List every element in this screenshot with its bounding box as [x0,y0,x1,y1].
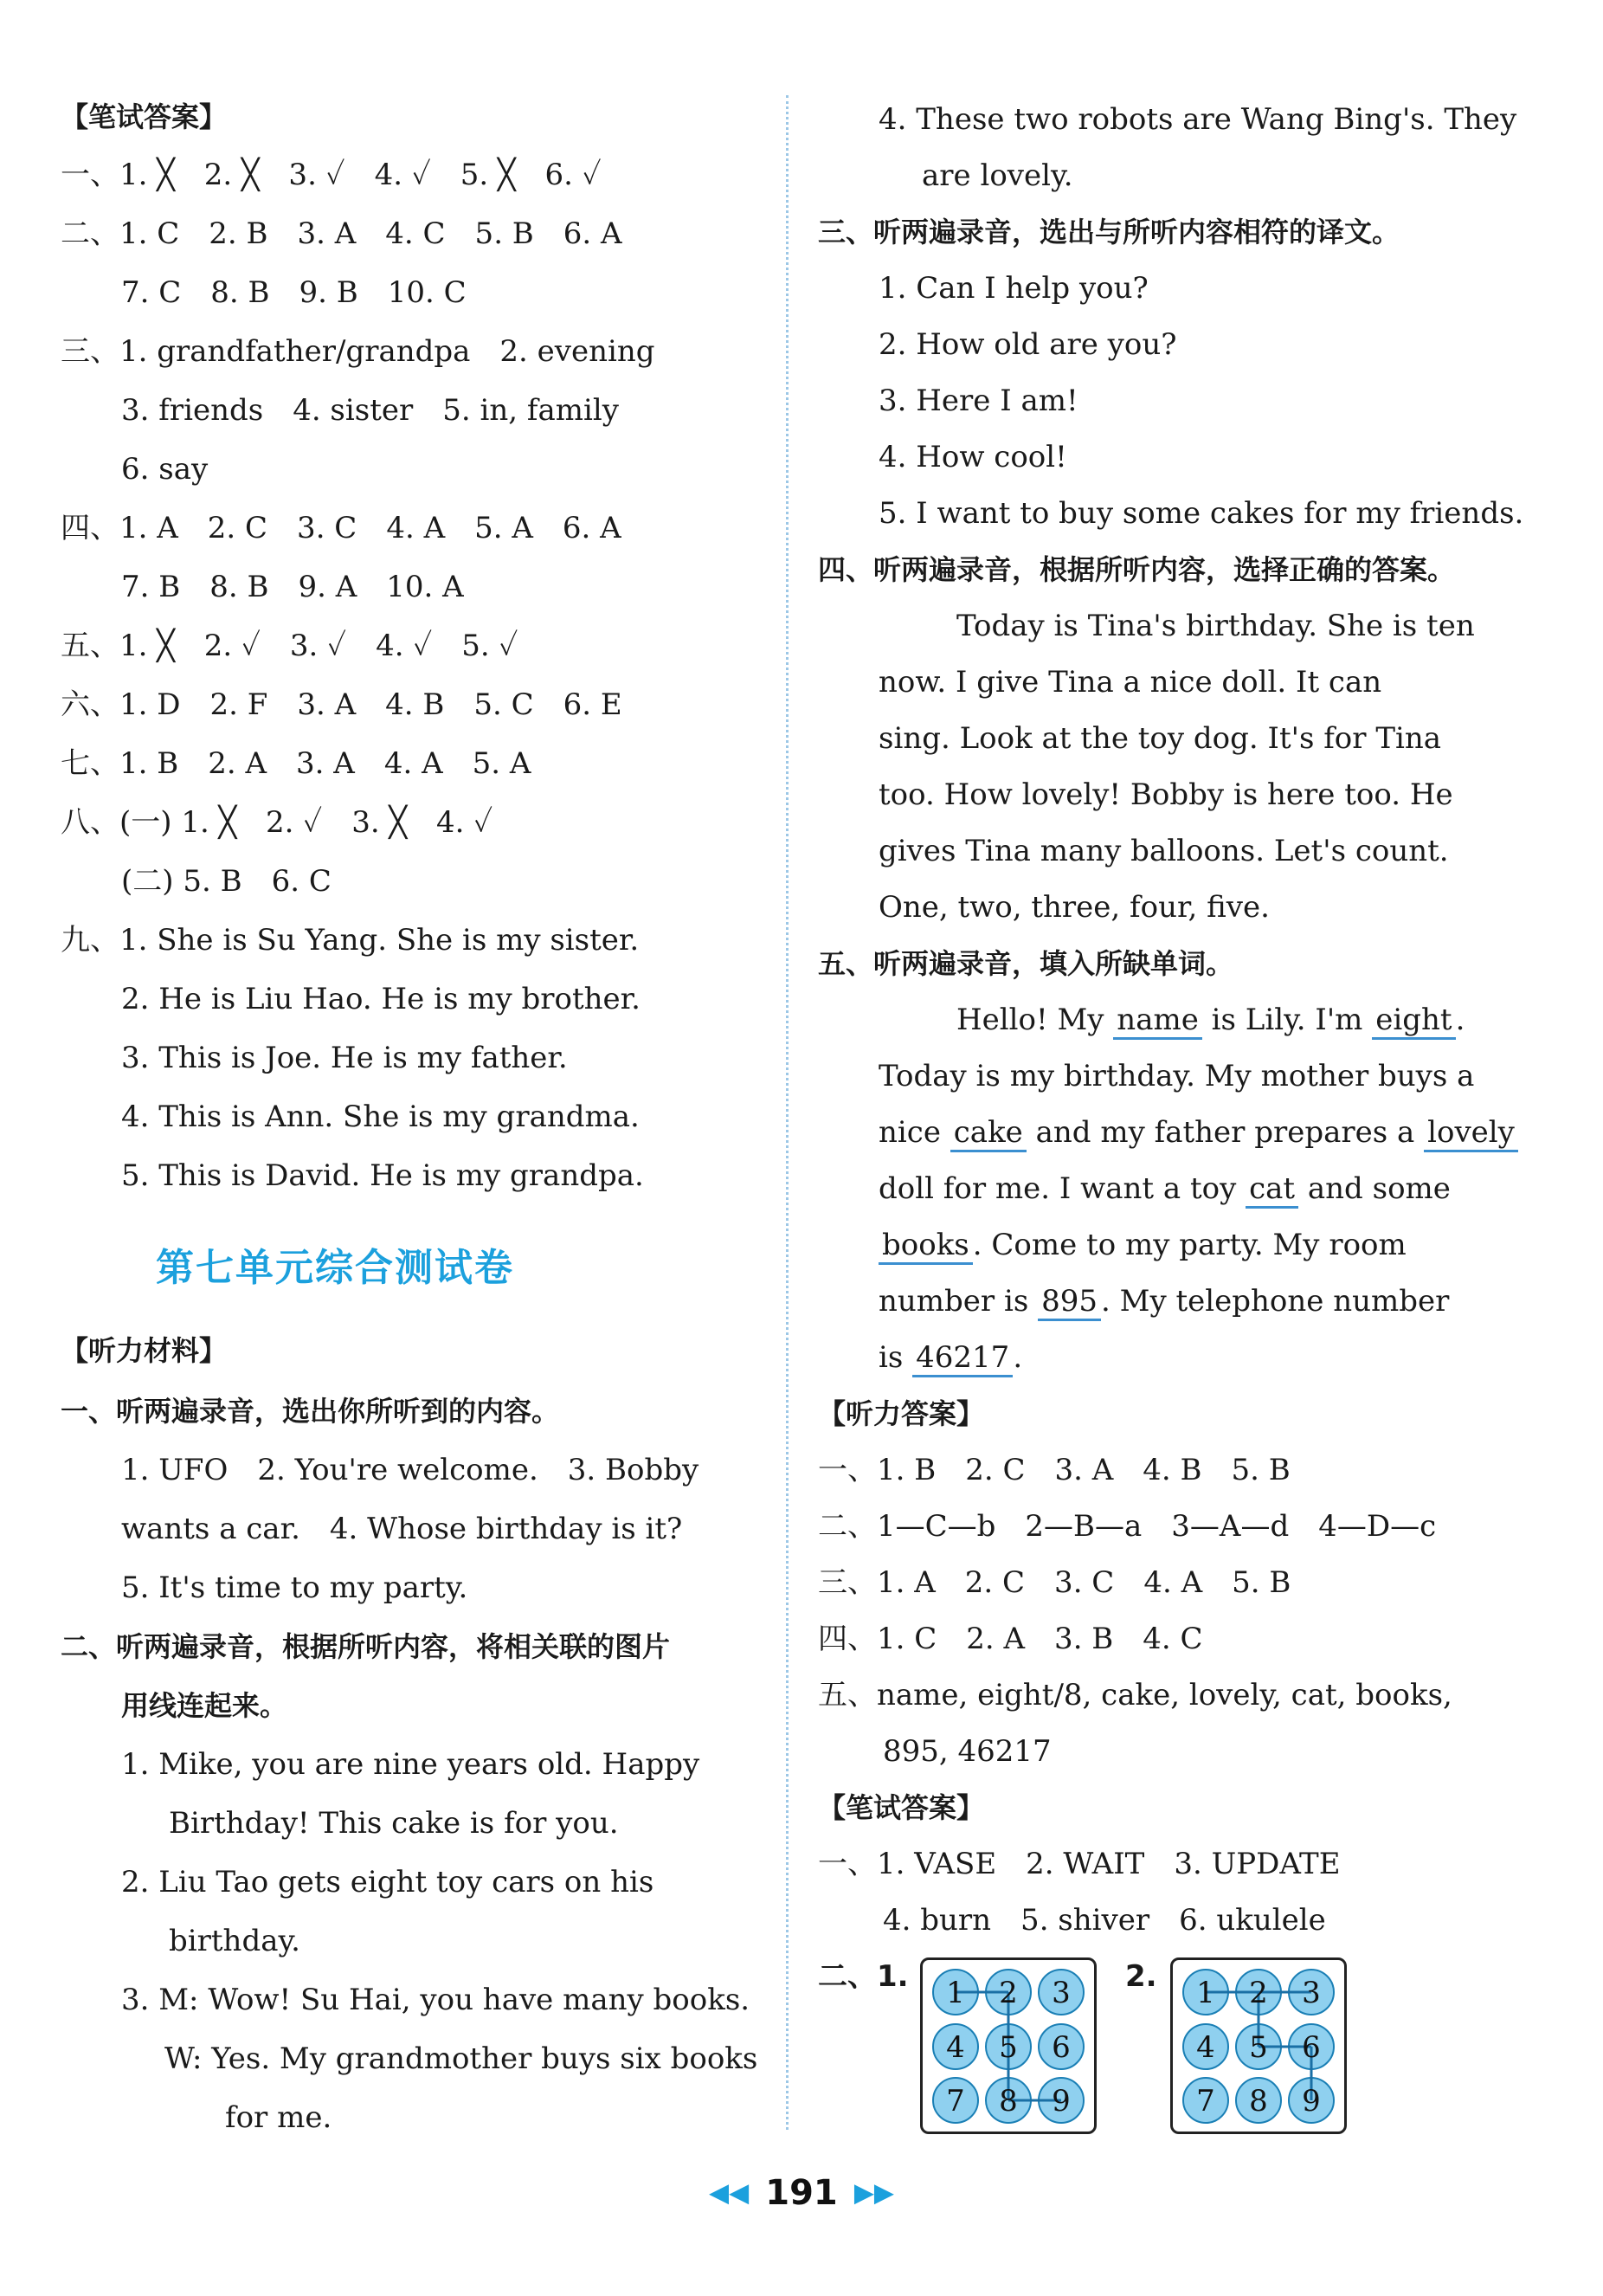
grid-number: 2 [999,1976,1018,2010]
grid-number: 8 [1249,2084,1268,2119]
text-line: W: Yes. My grandmother buys six books [164,2041,758,2076]
text-line: 3. M: Wow! Su Hai, you have many books. [121,1983,750,2017]
text-line: 2. How old are you? [879,327,1177,362]
answer-line: 7. B 8. B 9. A 10. A [121,570,464,604]
filled-word: cake [950,1115,1027,1152]
fill-text: doll for me. I want a toy [879,1171,1237,1206]
fill-line [879,1171,1451,1206]
answer-line: 三、1. grandfather/grandpa 2. evening [61,334,655,369]
answer-line: 3. This is Joe. He is my father. [121,1041,568,1075]
unit-title: 第七单元综合测试卷 [156,1246,514,1290]
answer-line: 895, 46217 [883,1734,1052,1769]
fill-text: number is [879,1284,1029,1319]
number-grid-1 [920,1957,1097,2134]
fill-line: Today is my birthday. My mother buys a [879,1059,1475,1093]
written-answers-header: 【笔试答案】 [818,1791,985,1824]
fill-line [879,1228,1407,1262]
grid1-svg [923,1960,1094,2132]
text-line: wants a car. 4. Whose birthday is it? [121,1512,683,1546]
answer-line: 4. burn 5. shiver 6. ukulele [883,1903,1326,1938]
text-line: birthday. [169,1924,300,1958]
text-line: for me. [225,2100,332,2135]
text-line: 1. UFO 2. You're welcome. 3. Bobby [121,1453,699,1487]
grid-number: 7 [946,2084,965,2119]
filled-word: lovely [1424,1115,1518,1152]
answer-label: 二、1. [818,1959,909,1994]
answer-line: 2. He is Liu Hao. He is my brother. [121,982,641,1016]
page-footer [0,2173,1603,2213]
section-title: 四、听两遍录音，根据所听内容，选择正确的答案。 [818,553,1456,586]
grid-number: 6 [1052,2030,1071,2065]
grid-number: 7 [1196,2084,1215,2119]
fill-text: . [1455,1003,1465,1037]
prev-arrows-icon: ◀◀ [709,2177,750,2209]
page-number: 191 [765,2173,838,2213]
answer-line: 一、1. B 2. C 3. A 4. B 5. B [818,1453,1291,1487]
passage-line: too. How lovely! Bobby is here too. He [879,777,1453,812]
passage-line: gives Tina many balloons. Let's count. [879,834,1449,868]
grid-number: 4 [946,2030,965,2065]
filled-word: name [1113,1003,1202,1040]
text-line: 3. Here I am! [879,384,1078,418]
passage-line: Today is Tina's birthday. She is ten [956,609,1475,643]
answer-line: 七、1. B 2. A 3. A 4. A 5. A [61,746,531,781]
fill-text: . My telephone number [1101,1284,1450,1319]
fill-line [956,1003,1465,1037]
answer-line: 一、1. VASE 2. WAIT 3. UPDATE [818,1847,1341,1881]
text-line: 1. Mike, you are nine years old. Happy [121,1747,700,1782]
section-title: 二、听两遍录音，根据所听内容，将相关联的图片 [61,1630,671,1663]
answer-line: 六、1. D 2. F 3. A 4. B 5. C 6. E [61,687,622,722]
answer-line: 四、1. A 2. C 3. C 4. A 5. A 6. A [61,511,621,545]
passage-line: One, two, three, four, five. [879,890,1270,925]
fill-text: and some [1307,1171,1451,1206]
grid-number: 1 [1196,1976,1215,2010]
answer-line: 二、1. C 2. B 3. A 4. C 5. B 6. A [61,216,622,251]
section-title: 三、听两遍录音，选出与所听内容相符的译文。 [818,216,1400,248]
text-line: Birthday! This cake is for you. [169,1806,619,1841]
answer-line: 5. This is David. He is my grandpa. [121,1158,644,1193]
listening-answers-header: 【听力答案】 [818,1397,985,1430]
grid-number: 5 [999,2030,1018,2065]
number-grid-2 [1170,1957,1347,2134]
text-line: 4. How cool! [879,440,1067,474]
section-title: 用线连起来。 [121,1689,288,1722]
grid-number: 3 [1302,1976,1321,2010]
column-divider [786,95,789,2130]
text-line: 1. Can I help you? [879,271,1149,306]
answer-line: (二) 5. B 6. C [121,864,332,899]
fill-line [879,1340,1022,1375]
answer-line: 二、1—C—b 2—B—a 3—A—d 4—D—c [818,1509,1437,1544]
section-title: 一、听两遍录音，选出你所听到的内容。 [61,1395,560,1428]
answer-line: 6. say [121,452,209,487]
filled-word: eight [1372,1003,1455,1040]
answer-line: 4. This is Ann. She is my grandma. [121,1100,640,1134]
filled-word: 46217 [912,1340,1013,1377]
answer-line: 五、1. ╳ 2. ✓ 3. ✓ 4. ✓ 5. ✓ [61,629,518,663]
grid-number: 2 [1249,1976,1268,2010]
answer-line: 九、1. She is Su Yang. She is my sister. [61,923,640,958]
answer-line: 3. friends 4. sister 5. in, family [121,393,619,428]
passage-line: now. I give Tina a nice doll. It can [879,665,1382,700]
fill-text: is Lily. I'm [1211,1003,1363,1037]
text-line: 5. It's time to my party. [121,1570,468,1605]
fill-text: . Come to my party. My room [972,1228,1407,1262]
fill-line [879,1115,1518,1150]
listening-material-header: 【听力材料】 [61,1334,228,1367]
answer-line: 八、(一) 1. ╳ 2. ✓ 3. ╳ 4. ✓ [61,805,493,840]
answer-line: 五、name, eight/8, cake, lovely, cat, books, [818,1678,1452,1712]
answer-line: 三、1. A 2. C 3. C 4. A 5. B [818,1565,1291,1600]
filled-word: 895 [1038,1284,1101,1321]
next-arrows-icon: ▶▶ [853,2177,894,2209]
grid-number: 4 [1196,2030,1215,2065]
grid-number: 1 [946,1976,965,2010]
answer-line: 7. C 8. B 9. B 10. C [121,275,467,310]
grid2-svg [1173,1960,1344,2132]
fill-text: Hello! My [956,1003,1104,1037]
fill-text: nice [879,1115,941,1150]
written-answers-header: 【笔试答案】 [61,100,228,133]
fill-line [879,1284,1449,1319]
answer-line: 四、1. C 2. A 3. B 4. C [818,1622,1203,1656]
section-title: 五、听两遍录音，填入所缺单词。 [818,947,1234,980]
text-line: 5. I want to buy some cakes for my friends. [879,496,1524,531]
filled-word: cat [1246,1171,1298,1209]
answer-line: 一、1. ╳ 2. ╳ 3. ✓ 4. ✓ 5. ╳ 6. ✓ [61,158,602,192]
text-line: 4. These two robots are Wang Bing's. They [879,102,1517,137]
fill-text: and my father prepares a [1035,1115,1415,1150]
grid-number: 5 [1249,2030,1268,2065]
fill-text: . [1013,1340,1023,1375]
fill-text: is [879,1340,904,1375]
grid-number: 3 [1052,1976,1071,2010]
grid-number: 9 [1052,2084,1071,2119]
answer-label: 2. [1125,1959,1157,1994]
grid-number: 9 [1302,2084,1321,2119]
text-line: are lovely. [922,158,1073,193]
text-line: 2. Liu Tao gets eight toy cars on his [121,1865,654,1899]
grid-number: 8 [999,2084,1018,2119]
filled-word: books [879,1228,973,1265]
passage-line: sing. Look at the toy dog. It's for Tina [879,721,1442,756]
grid-number: 6 [1302,2030,1321,2065]
